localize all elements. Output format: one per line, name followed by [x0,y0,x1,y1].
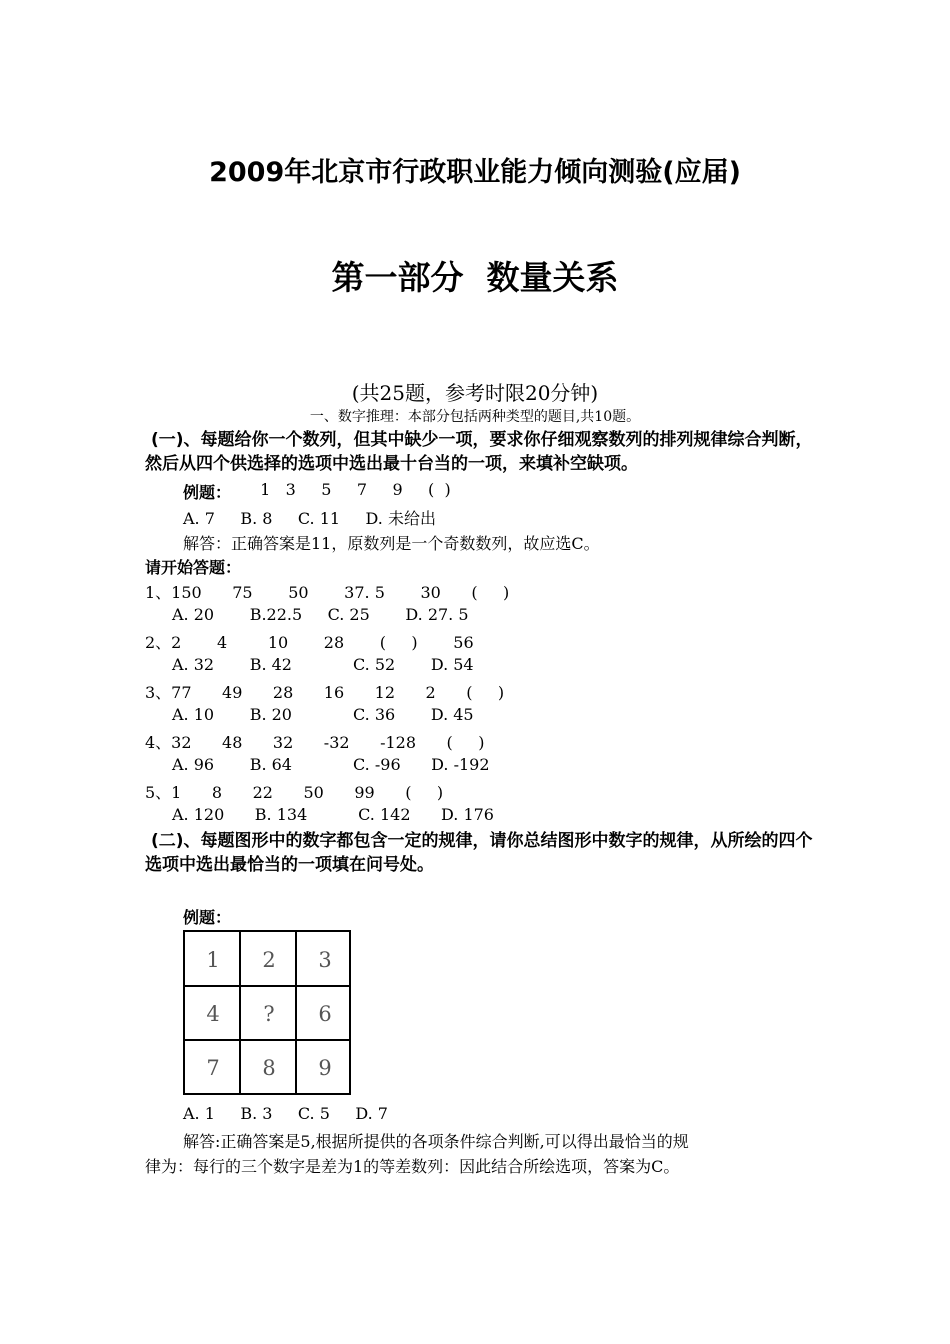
document-title: 2009年北京市行政职业能力倾向测验(应届) [209,157,741,188]
example-options [183,506,436,529]
grid-cell: 4 [206,1002,220,1026]
grid-cell-missing: ? [263,1002,275,1026]
example-label: 例题： [183,483,232,502]
grid-cell: 7 [206,1056,220,1080]
example-options-text: A. 7 B. 8 C. 11 D. [183,509,388,528]
part-subtitle: (共25题，参考时限20分钟) [351,381,599,405]
section2-intro: (二)、每题图形中的数字都包含一定的规律，请你总结图形中数字的规律，从所绘的四个选项中选出最恰当的一项填在问号处。 [145,831,813,875]
part-heading: 第一部分 数量关系 [331,258,619,297]
example-option-d: 未给出 [387,509,436,528]
grid-cell: 1 [206,948,220,972]
question-3-options: A. 10 B. 20 C. 36 D. 45 [172,705,474,724]
grid-cell: 8 [262,1056,276,1080]
example2-answer-line2: 律为：每行的三个数字是差为1的等差数列：因此结合所绘选项，答案为C。 [145,1157,680,1176]
number-grid [183,930,351,1095]
example2-options: A. 1 B. 3 C. 5 D. 7 [183,1104,388,1123]
example2-answer-line1: 解答:正确答案是5,根据所提供的各项条件综合判断,可以得出最恰当的规 [183,1132,689,1151]
question-2: 2、2 4 10 28 ( ) 56 [145,633,474,652]
question-5-options: A. 120 B. 134 C. 142 D. 176 [172,805,494,824]
question-5: 5、1 8 22 50 99 ( ) [145,783,444,802]
grid-cell: 3 [318,948,332,972]
question-4: 4、32 48 32 -32 -128 ( ) [145,733,485,752]
question-2-options: A. 32 B. 42 C. 52 D. 54 [172,655,474,674]
grid-cell: 9 [318,1056,332,1080]
section-note: 一、数字推理：本部分包括两种类型的题目,共10题。 [309,409,641,425]
question-4-options: A. 96 B. 64 C. -96 D. -192 [172,755,490,774]
grid-cell: 2 [262,948,276,972]
example-answer: 解答：正确答案是11，原数列是一个奇数数列，故应选C。 [183,534,600,553]
example-sequence: 1 3 5 7 9 ( ) [250,480,451,499]
grid-cell: 6 [318,1002,332,1026]
example2-label: 例题： [183,908,232,927]
grid-divider [185,985,349,987]
question-1-options: A. 20 B.22.5 C. 25 D. 27. 5 [172,605,469,624]
grid-divider [185,1039,349,1041]
start-label: 请开始答题： [145,558,242,577]
question-3: 3、77 49 28 16 12 2 ( ) [145,683,505,702]
question-1: 1、150 75 50 37. 5 30 ( ) [145,583,510,602]
section1-intro: (一)、每题给你一个数列，但其中缺少一项，要求你仔细观察数列的排列规律综合判断，然后从四个供选择的选项中选出最十台当的一项，来填补空缺项。 [145,430,813,474]
